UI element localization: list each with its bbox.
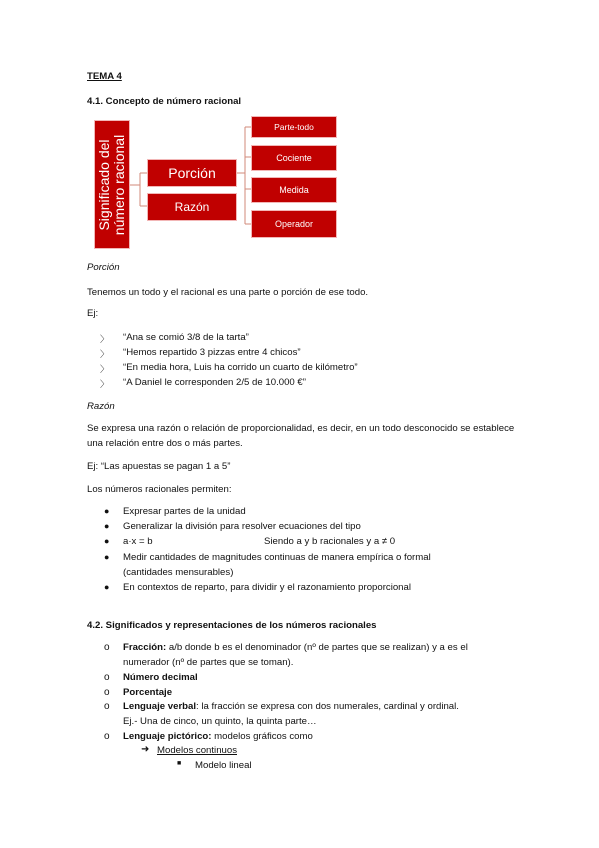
bullet-circle-icon: o	[104, 701, 110, 712]
bullet-dot-icon: ●	[104, 552, 110, 562]
list-item-continuation: (cantidades mensurables)	[123, 567, 234, 578]
square-bullet-icon: ■	[177, 760, 182, 767]
diagram-box-parte-todo: Parte-todo	[251, 116, 337, 138]
list-item-continuation: Ej.- Una de cinco, un quinto, la quinta parte…	[123, 716, 317, 727]
section-heading-4-2: 4.2. Significados y representaciones de los números racionales	[87, 620, 377, 631]
bullet-dot-icon: ●	[104, 536, 110, 546]
bullet-dot-icon: ●	[104, 506, 110, 516]
list-item: En contextos de reparto, para dividir y el razonamiento proporcional	[123, 582, 411, 593]
porcion-title: Porción	[87, 262, 120, 273]
list-item: Porcentaje	[123, 687, 173, 698]
list-item	[123, 701, 459, 712]
diagram-box-razon: Razón	[147, 193, 237, 221]
list-item: a·x = b	[123, 536, 153, 547]
page-title: TEMA 4	[87, 71, 122, 82]
permiten-intro: Los números racionales permiten:	[87, 484, 232, 495]
list-item: Medir cantidades de magnitudes continuas de manera empírica o formal	[123, 552, 431, 563]
list-item: Expresar partes de la unidad	[123, 506, 246, 517]
term: Fracción:	[123, 642, 167, 653]
bullet-circle-icon: o	[104, 672, 110, 683]
razon-example: Ej: “Las apuestas se pagan 1 a 5”	[87, 461, 231, 472]
definition: modelos gráficos como	[211, 731, 313, 742]
sub-sub-list-item: Modelo lineal	[195, 760, 252, 771]
bullet-dot-icon: ●	[104, 521, 110, 531]
bullet-circle-icon: o	[104, 731, 110, 742]
diagram-box-cociente: Cociente	[251, 145, 337, 171]
section-heading-4-1: 4.1. Concepto de número racional	[87, 96, 242, 107]
list-item: Número decimal	[123, 672, 198, 683]
list-item: “En media hora, Luis ha corrido un cuarto de kilómetro”	[123, 362, 358, 373]
diagram-box-medida: Medida	[251, 177, 337, 203]
list-item: Generalizar la división para resolver ecuaciones del tipo	[123, 521, 361, 532]
diagram-box-operador: Operador	[251, 210, 337, 238]
diagram-root-line1: Significado del	[96, 138, 112, 231]
diagram-root-box	[94, 120, 130, 249]
bullet-circle-icon: o	[104, 642, 110, 653]
chevron-right-icon: 〉	[100, 364, 110, 374]
list-item	[123, 731, 313, 742]
diagram-root-line2: número racional	[111, 134, 127, 235]
list-item-continuation: numerador (nº de partes que se toman).	[123, 657, 294, 668]
list-item: “A Daniel le corresponden 2/5 de 10.000 €”	[123, 377, 306, 388]
razon-title: Razón	[87, 401, 115, 412]
list-item	[123, 642, 468, 653]
chevron-right-icon: 〉	[100, 349, 110, 359]
term: Lenguaje pictórico:	[123, 731, 212, 742]
diagram-box-porcion: Porción	[147, 159, 237, 187]
ej-label: Ej:	[87, 308, 99, 319]
bullet-dot-icon: ●	[104, 582, 110, 592]
term: Lenguaje verbal	[123, 701, 197, 712]
chevron-right-icon: 〉	[100, 334, 110, 344]
definition: a/b donde b es el denominador (nº de partes que se realizan) y a es el	[166, 642, 468, 653]
definition: : la fracción se expresa con dos numerales, cardinal y ordinal.	[196, 701, 459, 712]
list-item: “Hemos repartido 3 pizzas entre 4 chicos”	[123, 347, 301, 358]
list-item: “Ana se comió 3/8 de la tarta”	[123, 332, 249, 343]
razon-text: Se expresa una razón o relación de proporcionalidad, es decir, en un todo desconocido se establece una relación entre dos o más partes.	[87, 423, 515, 449]
list-item-extra: Siendo a y b racionales y a ≠ 0	[264, 536, 396, 547]
sub-list-item: Modelos continuos	[157, 745, 237, 756]
chevron-right-icon: 〉	[100, 379, 110, 389]
porcion-text: Tenemos un todo y el racional es una parte o porción de ese todo.	[87, 287, 369, 298]
bullet-circle-icon: o	[104, 687, 110, 698]
arrow-bullet-icon: ➜	[141, 744, 150, 755]
